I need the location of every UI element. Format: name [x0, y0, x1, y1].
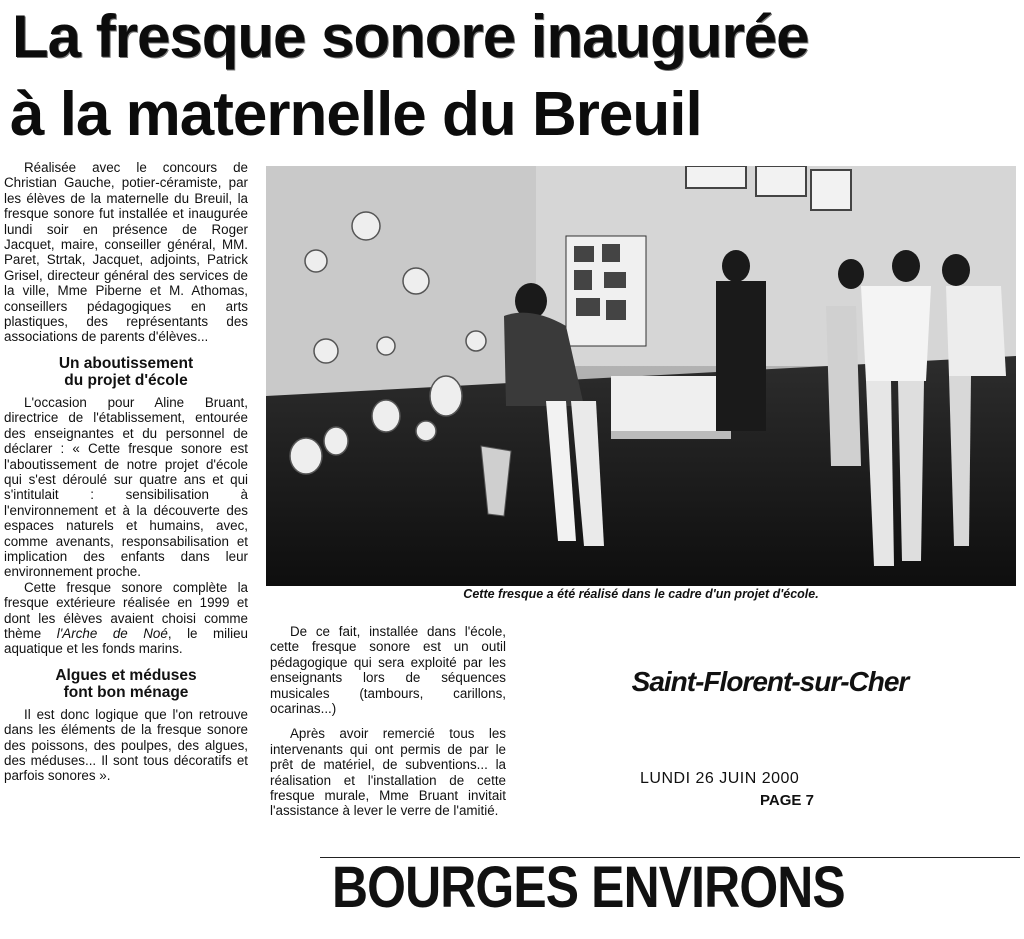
photo-caption: Cette fresque a été réalisé dans le cadre d'un projet d'école. [463, 587, 819, 601]
headline-line-1: La fresque sonore inaugurée [12, 3, 809, 70]
para3-start: Cette fresque sonore complète la fresque extérieure réalisée en 1999 et dont les élèves avaient choisi comme thème [4, 579, 248, 641]
subhead-projet-ecole: du projet d'école [64, 371, 188, 389]
article-column-2 [270, 624, 506, 819]
section-title: BOURGES ENVIRONS [332, 855, 845, 920]
paragraph-fresque-exterieure [4, 580, 248, 657]
article-column-1 [4, 160, 248, 784]
paragraph-remerciements: Après avoir remercié tous les intervenants qui ont permis de par le prêt de matériel, de subventions... la réalisation et l'installation de cette fresque murale, Mme Bruant invitait l'assistance à lever le verre de l'amitié. [270, 726, 506, 819]
subhead-aboutissement: Un aboutissement [58, 354, 194, 372]
town-heading: Saint-Florent-sur-Cher [631, 666, 909, 697]
paragraph-declaration: L'occasion pour Aline Bruant, directrice de l'établissement, entourée des enseignantes et du personnel de déclarer : « Cette fresque sonore est l'aboutissement de notre projet d'école qui s'est déroulé sur quatre ans et qui s'intitulait : sensibilisation à l'environnement et à la découverte des espaces naturels et humains, avec, comme avenants, responsabilisation et implication des enfants dans leur environnement proche. [4, 394, 248, 580]
arche-de-noe: l'Arche de Noé [56, 625, 168, 641]
paragraph-outil-pedagogique: De ce fait, installée dans l'école, cette fresque sonore est un outil pédagogique qui sera exploité par les enseignants lors de séquences musicales (tambours, carillons, ocarinas...) [270, 624, 506, 717]
photo-illustration [266, 166, 1016, 586]
issue-date: LUNDI 26 JUIN 2000 [640, 770, 800, 787]
intro-paragraph: Réalisée avec le concours de Christian Gauche, potier-céramiste, par les élèves de la maternelle du Breuil, la fresque sonore fut installée et inaugurée lundi soir en présence de Roger Jacquet, maire, conseiller général, MM. Paret, Strtak, Jacquet, adjoints, Patrick Grisel, directeur général des services de la ville, Mme Piberne et M. Athomas, conseillers pédagogiques en arts plastiques, des représentants des associations de parents d'élèves... [4, 160, 248, 345]
subhead-algues-meduses: Algues et méduses [55, 666, 197, 684]
headline-line-2: à la maternelle du Breuil [10, 80, 702, 149]
classroom-photo [266, 166, 1016, 586]
page-number: PAGE 7 [760, 792, 814, 809]
subhead-bon-menage: font bon ménage [63, 683, 189, 701]
paragraph-elements: Il est donc logique que l'on retrouve dans les éléments de la fresque sonore des poissons, des poulpes, des algues, des méduses... Il sont tous décoratifs et parfois sonores ». [4, 706, 248, 784]
para3-end: , le milieu aquatique et les fonds marins. [4, 625, 249, 657]
